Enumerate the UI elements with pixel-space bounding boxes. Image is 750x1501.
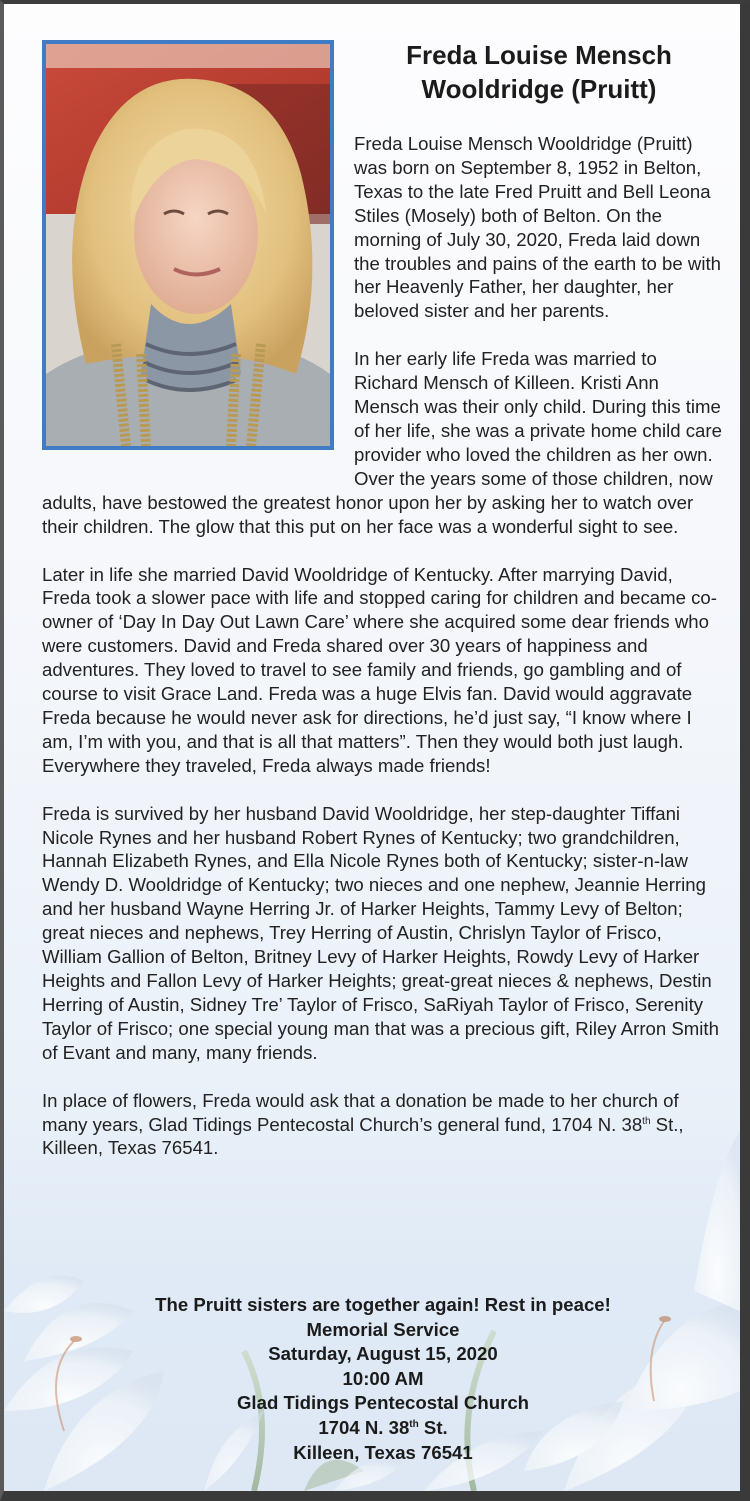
paragraph-birth: Freda Louise Mensch Wooldridge (Pruitt) was born on September 8, 1952 in Belton, Texas to the late Fred Pruitt and Bell Leona Stiles (Mosely) both of Belton. On the morning of July 30, 2020, Freda laid down the troubles and pains of the earth to be with her Heavenly Father, her daughter, her beloved sister and her parents. xyxy=(354,133,721,322)
donation-text-end: St., Killeen, Texas 76541. xyxy=(42,1113,684,1159)
street-number: 1704 N. 38 xyxy=(318,1416,410,1438)
street-suffix: St. xyxy=(418,1416,448,1438)
paragraph-survivors: Freda is survived by her husband David Wooldridge, her step-daughter Tiffani Nicole Rynes and her husband Robert Rynes of Kentucky; two grandchildren, Hannah Elizabeth Rynes, and Ella Nicole Rynes both of Kentucky; sister-n-law Wendy D. Wooldridge of Kentucky; two nieces and one nephew, Jeannie Herring and her husband Wayne Herring Jr. of Harker Heights, Tammy Levy of Belton; great nieces and nephews, Trey Herring of Austin, Chrislyn Taylor of Frisco, William Gallion of Belton, Britney Levy of Harker Heights, Rowdy Levy of Harker Heights and Fallon Levy of Harker Heights; great-great nieces & nephews, Destin Herring of Austin, Sidney Tre’ Taylor of Frisco, SaRiyah Taylor of Frisco, Serenity Taylor of Frisco; one special young man that was a precious gift, Riley Arron Smith of Evant and many, many friends. xyxy=(42,802,719,1063)
paragraph-later-life: Later in life she married David Wooldridge of Kentucky. After marrying David, Freda took a slower pace with life and stopped caring for children and became co-owner of ‘Day In Day Out Lawn Care’ where she acquired some dear friends who were customers. David and Freda shared over 30 years of happiness and adventures. They loved to travel to see family and friends, go gambling and of course to visit Grace Land. Freda was a huge Elvis fan. David would aggravate Freda because he would never ask for directions, he’d just say, “I know where I am, I’m with you, and that is all that matters”. Then they would both just laugh. Everywhere they traveled, Freda always made friends! xyxy=(42,563,717,776)
memorial-service-block xyxy=(42,1293,724,1465)
donation-superscript: th xyxy=(642,1115,651,1127)
paragraph-donations xyxy=(42,1089,724,1161)
paragraph-early-life: In her early life Freda was married to Richard Mensch of Killeen. Kristi Ann Mensch was their only child. During this time of her life, she was a private home child care provider who loved the children as her own. Over the years some of those children, now adults, have bestowed the greatest honor upon her by asking her to watch over their children. The glow that this put on her face was a wonderful sight to see. xyxy=(42,348,722,537)
obituary-body xyxy=(42,132,724,1160)
title-line-2: Wooldridge (Pruitt) xyxy=(421,74,657,104)
obituary-title xyxy=(350,38,728,106)
service-time: 10:00 AM xyxy=(342,1367,424,1389)
donation-text: In place of flowers, Freda would ask that a donation be made to her church of many years, Glad Tidings Pentecostal Church’s general fund, 1704 N. 38 xyxy=(42,1089,679,1135)
photo-wrap-spacer xyxy=(42,132,354,468)
street-superscript: th xyxy=(409,1418,419,1430)
service-city: Killeen, Texas 76541 xyxy=(293,1441,473,1463)
service-heading: Memorial Service xyxy=(306,1318,460,1340)
title-line-1: Freda Louise Mensch xyxy=(406,40,672,70)
service-tagline: The Pruitt sisters are together again! Rest in peace! xyxy=(155,1294,611,1315)
service-street xyxy=(42,1416,724,1441)
service-venue: Glad Tidings Pentecostal Church xyxy=(236,1392,530,1414)
service-date: Saturday, August 15, 2020 xyxy=(268,1343,498,1365)
